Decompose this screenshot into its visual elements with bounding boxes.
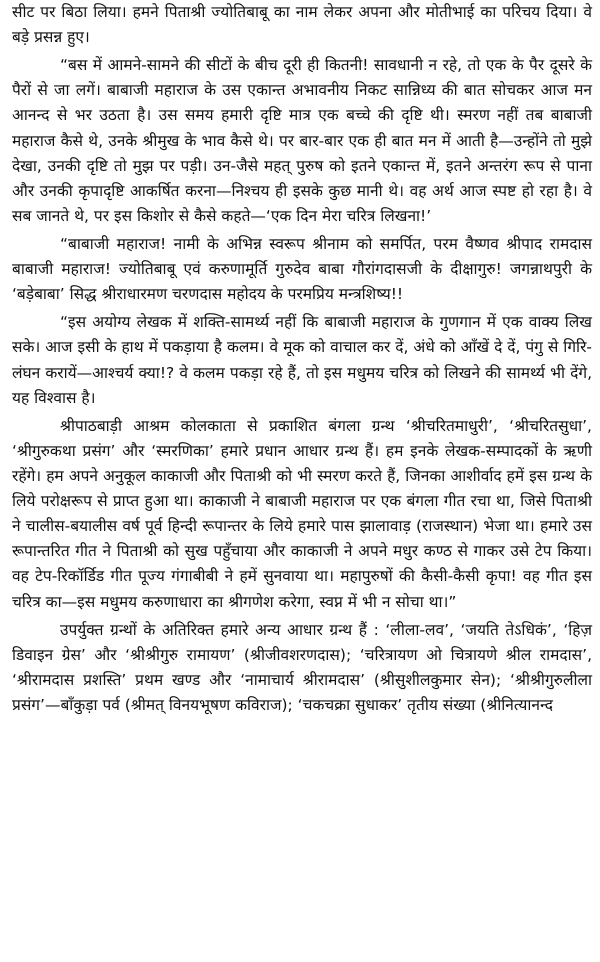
paragraph-babaji-praise: “बाबाजी महाराज! नामी के अभिन्न स्वरूप श्रीनाम को समर्पित, परम वैष्णव श्रीपाद रामदास बाबाजी महाराज! ज्योतिबाबू एवं करुणामूर्ति गुरुदेव बाबा गौरांगदासजी के दीक्षागुरु! जगन्नाथपुरी के ‘बड़ेबाबा’ सिद्ध श्रीराधारमण चरणदास महोदय के परमप्रिय मन्त्रशिष्य!!	[12, 234, 592, 304]
paragraph-source-books: श्रीपाठबाड़ी आश्रम कोलकाता से प्रकाशित बंगला ग्रन्थ ‘श्रीचरितमाधुरी’, ‘श्रीचरितसुधा’, ‘श्रीगुरुकथा प्रसंग’ और ‘स्मरणिका’ हमारे प्रधान आधार ग्रन्थ हैं। हम इनके लेखक-सम्पादकों के ऋणी रहेंगे। हम अपने अनुकूल काकाजी और पिताश्री को भी स्मरण करते हैं, जिनका आशीर्वाद हमें इस ग्रन्थ के लिये परोक्षरूप से प्राप्त हुआ था। काकाजी ने बाबाजी महाराज पर एक बंगला गीत रचा था, जिसे पिताश्री ने चालीस-बयालीस वर्ष पूर्व हिन्दी रूपान्तर के लिये हमारे पास झालावाड़ (राजस्थान) भेजा था। हमारे उस रूपान्तरित गीत ने पिताश्री को सुख पहुँचाया और काकाजी ने अपने मधुर कण्ठ से गाकर उसे टेप किया। वह टेप-रिकॉर्डिड गीत पूज्य गंगाबीबी ने हमें सुनवाया था। महापुरुषों की कैसी-कैसी कृपा! वह गीत इस चरित्र का—इस मधुमय करुणाधारा का श्रीगणेश करेगा, स्वप्न में भी न सोचा था।”	[12, 416, 592, 611]
paragraph-intro: सीट पर बिठा लिया। हमने पिताश्री ज्योतिबाबू का नाम लेकर अपना और मोतीभाई का परिचय दिया। वे बड़े प्रसन्न हुए।	[12, 3, 592, 47]
paragraph-other-sources: उपर्युक्त ग्रन्थों के अतिरिक्त हमारे अन्य आधार ग्रन्थ हैं : ‘लीला-लव’, ‘जयति तेऽधिकं’, ‘हिज़ डिवाइन ग्रेस’ और ‘श्रीश्रीगुरु रामायण’ (श्रीजीवशरणदास); ‘चरित्रायण ओ चित्रायणे श्रील रामदास’, ‘श्रीरामदास प्रशस्ति’ प्रथम खण्ड और ‘नामाचार्य श्रीरामदास’ (श्रीसुशीलकुमार सेन); ‘श्रीश्रीगुरुलीला प्रसंग’—बाँकुड़ा पर्व (श्रीमत् विनयभूषण कविराज); ‘चकचक्रा सुधाकर’ तृतीय संख्या (श्रीनित्यानन्द	[12, 620, 592, 714]
paragraph-author-humility: “इस अयोग्य लेखक में शक्ति-सामर्थ्य नहीं कि बाबाजी महाराज के गुणगान में एक वाक्य लिख सके। आज इसी के हाथ में पकड़ाया है कलम। वे मूक को वाचाल कर दें, अंधे को आँखें दे दें, पंगु से गिरि-लंघन करायें—आश्चर्य क्या!? वे कलम पकड़ा रहे हैं, तो इस मधुमय चरित्र को लिखने की सामर्थ्य भी देंगे, यह विश्वास है।	[12, 313, 592, 407]
paragraph-bus-memory: “बस में आमने-सामने की सीटों के बीच दूरी ही कितनी! सावधानी न रहे, तो एक के पैर दूसरे के पैरों से जा लगें। बाबाजी महाराज के उस एकान्त अभावनीय निकट सान्निध्य की बात सोचकर आज मन आनन्द से भर उठता है। उस समय हमारी दृष्टि मात्र एक बच्चे की दृष्टि थी। स्मरण नहीं तब बाबाजी महाराज कैसे थे, उनके श्रीमुख के भाव कैसे थे। पर बार-बार एक ही बात मन में आती है—उन्होंने तो मुझे देखा, उनकी दृष्टि तो मुझ पर पड़ी। उन-जैसे महत् पुरुष को इतने एकान्त में, इतने अन्तरंग रूप से पाना और उनकी कृपादृष्टि आकर्षित करना—निश्चय ही इसके कुछ मानी थे। वह अर्थ आज स्पष्ट हो रहा है। वे सब जानते थे, पर इस किशोर से कैसे कहते—‘एक दिन मेरा चरित्र लिखना!’	[12, 56, 592, 225]
